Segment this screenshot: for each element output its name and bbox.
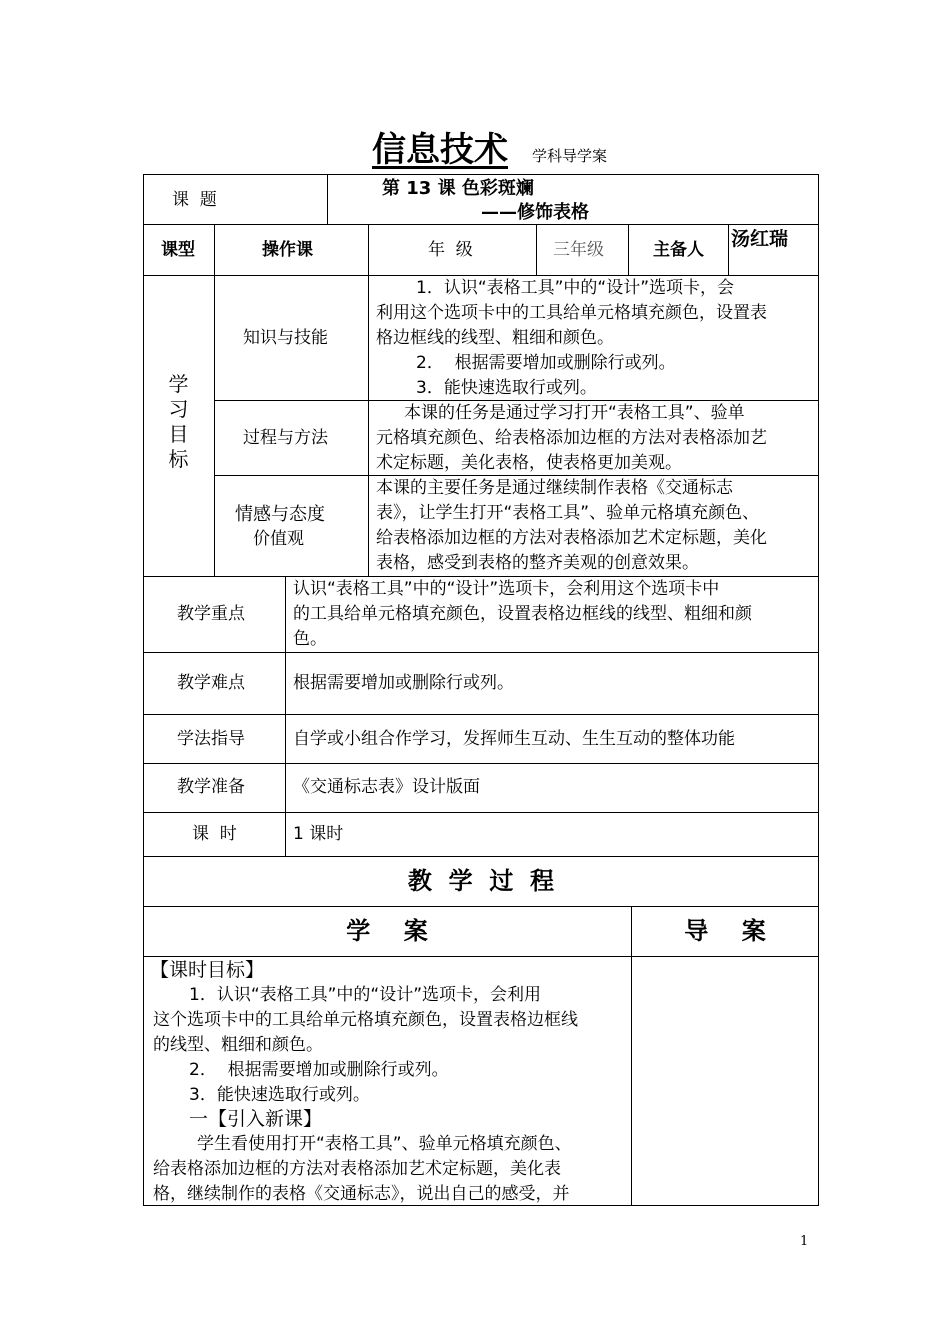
hours-value: 1 课时 — [293, 824, 344, 844]
section-heading-intro: 一【引入新课】 — [189, 1108, 323, 1130]
key-point-text: 认识“表格工具”中的“设计”选项卡，会利用这个选项卡中 的工具给单元格填充颜色，设置表格边框线的线型、粗细和颜 色。 — [293, 579, 752, 649]
process-label: 过程与方法 — [243, 428, 328, 448]
teaching-process-title: 教 学 过 程 — [407, 867, 555, 895]
emotion-label-1: 情感与态度 — [235, 504, 325, 525]
page-title: 信息技术 — [372, 130, 508, 170]
page-subtitle: 学科导学案 — [532, 147, 608, 165]
preparation-text: 《交通标志表》设计版面 — [293, 777, 480, 797]
process-text: 本课的任务是通过学习打开“表格工具”、验单 元格填充颜色、给表格添加边框的方法对表格添加艺 术定标题，美化表格，使表格更加美观。 — [376, 403, 767, 473]
method-text: 自学或小组合作学习，发挥师生互动、生生互动的整体功能 — [293, 729, 735, 749]
lesson-type-value: 操作课 — [262, 240, 313, 260]
hours-label: 课 时 — [192, 824, 237, 844]
preparation-label: 教学准备 — [177, 777, 245, 797]
emotion-text: 本课的主要任务是通过继续制作表格《交通标志 表》，让学生打开“表格工具”、验单元格填充颜色、 给表格添加边框的方法对表格添加艺术定标题，美化 表格，感受到表格的整齐美观的创意效果。 — [376, 478, 767, 573]
section-heading-objectives: 【课时目标】 — [150, 959, 265, 981]
emotion-label-2: 价值观 — [253, 529, 304, 549]
study-plan-header: 学 案 — [346, 917, 428, 945]
key-point-label: 教学重点 — [177, 604, 245, 624]
difficulty-text: 根据需要增加或删除行或列。 — [293, 673, 514, 693]
grade-label: 年 级 — [428, 240, 473, 260]
preparer-value: 汤红瑞 — [731, 228, 789, 250]
difficulty-label: 教学难点 — [177, 673, 245, 693]
method-label: 学法指导 — [177, 729, 245, 749]
topic-title: 第 13 课 色彩斑斓 — [382, 178, 534, 199]
preparer-label: 主备人 — [653, 240, 704, 260]
lesson-type-label: 课型 — [161, 240, 195, 260]
grade-value: 三年级 — [553, 240, 604, 260]
page-number: 1 — [800, 1234, 809, 1249]
objectives-label: 学 习 目 标 — [168, 372, 189, 471]
objectives-content: 1．认识“表格工具”中的“设计”选项卡，会利用 这个选项卡中的工具给单元格填充颜色，设置表格边框线 的线型、粗细和颜色。 2． 根据需要增加或删除行或列。 3．能快速选取行或列。 — [153, 985, 578, 1105]
intro-content: 学生看使用打开“表格工具”、验单元格填充颜色、 给表格添加边框的方法对表格添加艺术定标题，美化表 格，继续制作的表格《交通标志》，说出自己的感受，并 — [153, 1134, 572, 1204]
topic-label: 课 题 — [172, 190, 217, 210]
topic-subtitle: ——修饰表格 — [481, 202, 589, 223]
knowledge-label: 知识与技能 — [243, 328, 328, 348]
knowledge-text: 1．认识“表格工具”中的“设计”选项卡，会 利用这个选项卡中的工具给单元格填充颜色，设置表 格边框线的线型、粗细和颜色。 2． 根据需要增加或删除行或列。 3．能快速选取行或列。 — [376, 278, 767, 398]
guide-plan-header: 导 案 — [684, 917, 766, 945]
